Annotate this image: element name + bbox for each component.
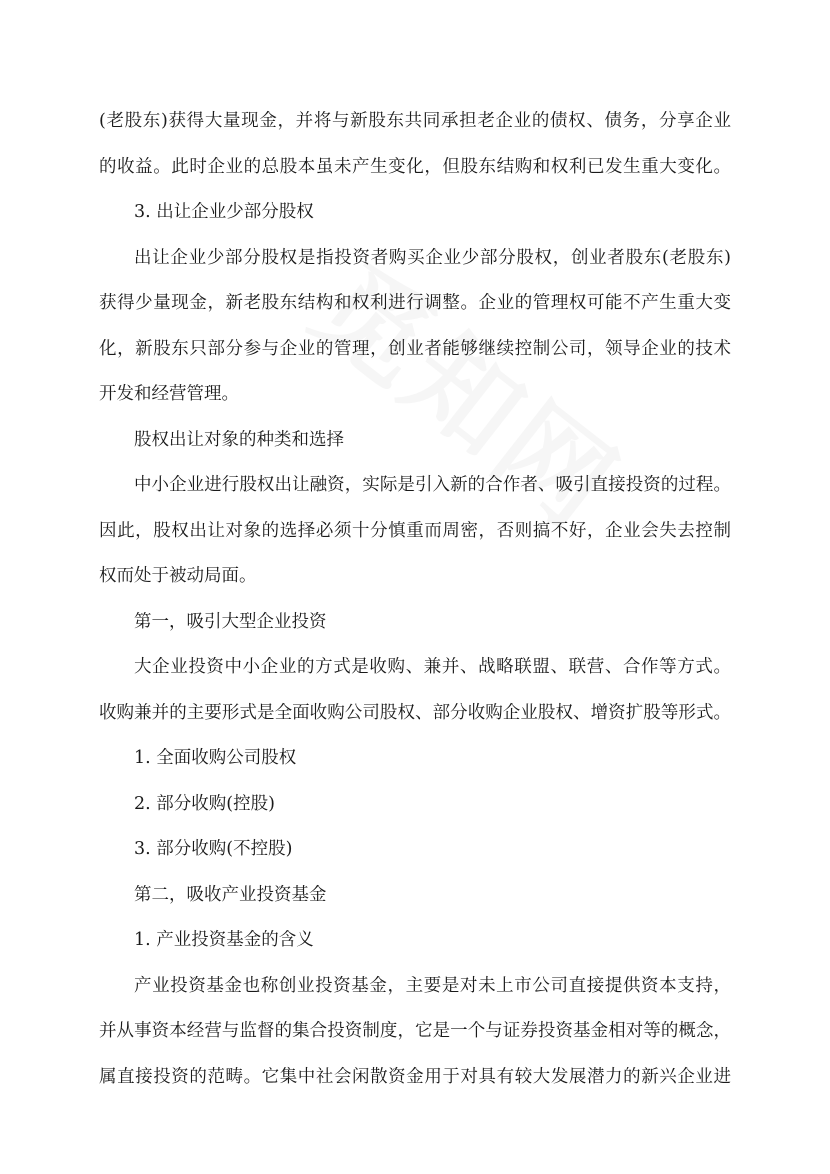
text-line: 第二，吸收产业投资基金 [134, 884, 327, 905]
text-line: 权而处于被动局面。 [99, 566, 257, 586]
document-body [99, 99, 731, 1100]
text-line: 产业投资基金也称创业投资基金，主要是对未上市公司直接提供资本支持， [134, 975, 731, 996]
text-line: 1. 产业投资基金的含义 [134, 930, 314, 950]
text-line: 收购兼并的主要形式是全面收购公司股权、部分收购企业股权、增资扩股等形式。 [99, 702, 731, 723]
text-line: 第一，吸引大型企业投资 [134, 611, 327, 632]
text-line: 1. 全面收购公司股权 [134, 748, 297, 768]
text-line: 获得少量现金，新老股东结构和权利进行调整。企业的管理权可能不产生重大变 [99, 293, 731, 313]
text-line: 因此，股权出让对象的选择必须十分慎重而周密，否则搞不好，企业会失去控制 [99, 520, 731, 541]
text-line: 2. 部分收购(控股) [134, 793, 275, 814]
text-line: 属直接投资的范畴。它集中社会闲散资金用于对具有较大发展潜力的新兴企业进 [99, 1066, 731, 1087]
text-line: 并从事资本经营与监督的集合投资制度，它是一个与证券投资基金相对等的概念， [99, 1021, 731, 1041]
text-line: (老股东)获得大量现金，并将与新股东共同承担老企业的债权、债务，分享企业 [99, 111, 731, 131]
text-line: 出让企业少部分股权是指投资者购买企业少部分股权，创业者股东(老股东) [134, 247, 731, 268]
text-line: 3. 出让企业少部分股权 [134, 202, 314, 222]
text-line: 股权出让对象的种类和选择 [134, 429, 344, 450]
text-line: 大企业投资中小企业的方式是收购、兼并、战略联盟、联营、合作等方式。 [134, 657, 731, 677]
text-line: 开发和经营管理。 [99, 384, 239, 404]
text-line: 3. 部分收购(不控股) [134, 839, 293, 859]
text-line: 的收益。此时企业的总股本虽未产生变化，但股东结购和权利已发生重大变化。 [99, 156, 731, 177]
text-line: 中小企业进行股权出让融资，实际是引入新的合作者、吸引直接投资的过程。 [134, 475, 731, 495]
text-line: 化，新股东只部分参与企业的管理，创业者能够继续控制公司，领导企业的技术 [99, 338, 731, 359]
